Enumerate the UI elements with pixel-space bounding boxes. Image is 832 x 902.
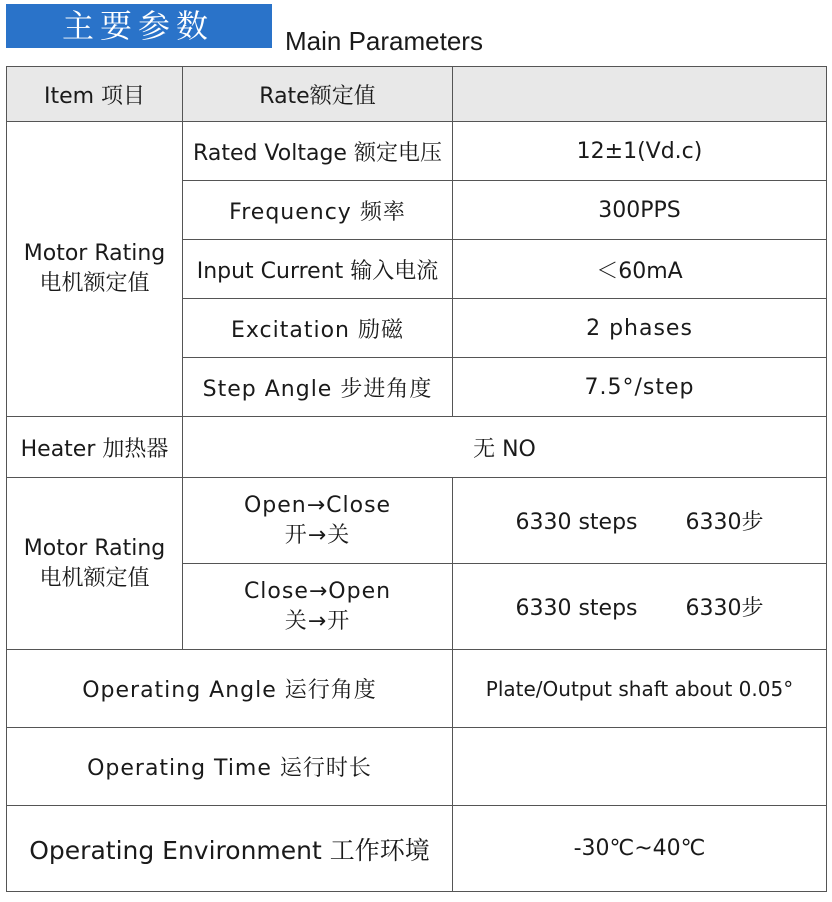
motor-rating-label-2-en: Motor Rating xyxy=(23,535,166,561)
operating-env-value: -30℃~40℃ xyxy=(453,806,827,892)
operating-env-label: Operating Environment 工作环境 xyxy=(7,806,453,892)
value-excitation: 2 phases xyxy=(453,299,827,358)
value-close-open-en: 6330 steps xyxy=(515,596,638,621)
param-open-close-cn: 开→关 xyxy=(284,522,351,548)
heater-label: Heater 加热器 xyxy=(7,417,183,478)
value-step-angle: 7.5°/step xyxy=(453,358,827,417)
value-open-close-cn: 6330步 xyxy=(685,510,764,535)
header-item: Item 项目 xyxy=(7,67,183,122)
motor-rating-label xyxy=(7,122,183,417)
header-rate: Rate额定值 xyxy=(183,67,453,122)
value-rated-voltage: 12±1(Vd.c) xyxy=(453,122,827,181)
header-empty xyxy=(453,67,827,122)
value-open-close-en: 6330 steps xyxy=(515,510,638,535)
param-excitation: Excitation 励磁 xyxy=(183,299,453,358)
main-parameters-table xyxy=(6,66,827,892)
param-close-open-cn: 关→开 xyxy=(284,608,351,634)
param-frequency: Frequency 频率 xyxy=(183,181,453,240)
operating-angle-label: Operating Angle 运行角度 xyxy=(7,650,453,728)
motor-rating-label-2 xyxy=(7,478,183,650)
operating-angle-value: Plate/Output shaft about 0.05° xyxy=(453,650,827,728)
table-row xyxy=(7,122,827,181)
table-header-row xyxy=(7,67,827,122)
section-title-cn: 主要参数 xyxy=(62,7,215,45)
motor-rating-label-2-cn: 电机额定值 xyxy=(39,565,150,591)
operating-time-label: Operating Time 运行时长 xyxy=(7,728,453,806)
section-title-badge xyxy=(6,4,272,48)
operating-time-value xyxy=(453,728,827,806)
motor-rating-label-en: Motor Rating xyxy=(23,241,166,266)
param-close-open xyxy=(183,564,453,650)
value-input-current: ＜60mA xyxy=(453,240,827,299)
value-open-close xyxy=(453,478,827,564)
value-frequency: 300PPS xyxy=(453,181,827,240)
param-input-current: Input Current 输入电流 xyxy=(183,240,453,299)
section-title-en: Main Parameters xyxy=(285,26,483,56)
table-row xyxy=(7,806,827,892)
param-step-angle: Step Angle 步进角度 xyxy=(183,358,453,417)
value-close-open xyxy=(453,564,827,650)
param-open-close-en: Open→Close xyxy=(243,492,392,518)
table-row xyxy=(7,478,827,564)
table-row xyxy=(7,650,827,728)
table-row xyxy=(7,728,827,806)
motor-rating-label-cn: 电机额定值 xyxy=(39,271,150,296)
table-row xyxy=(7,417,827,478)
param-rated-voltage: Rated Voltage 额定电压 xyxy=(183,122,453,181)
value-close-open-cn: 6330步 xyxy=(685,596,764,621)
heater-value: 无 NO xyxy=(183,417,827,478)
param-open-close xyxy=(183,478,453,564)
param-close-open-en: Close→Open xyxy=(243,578,392,604)
